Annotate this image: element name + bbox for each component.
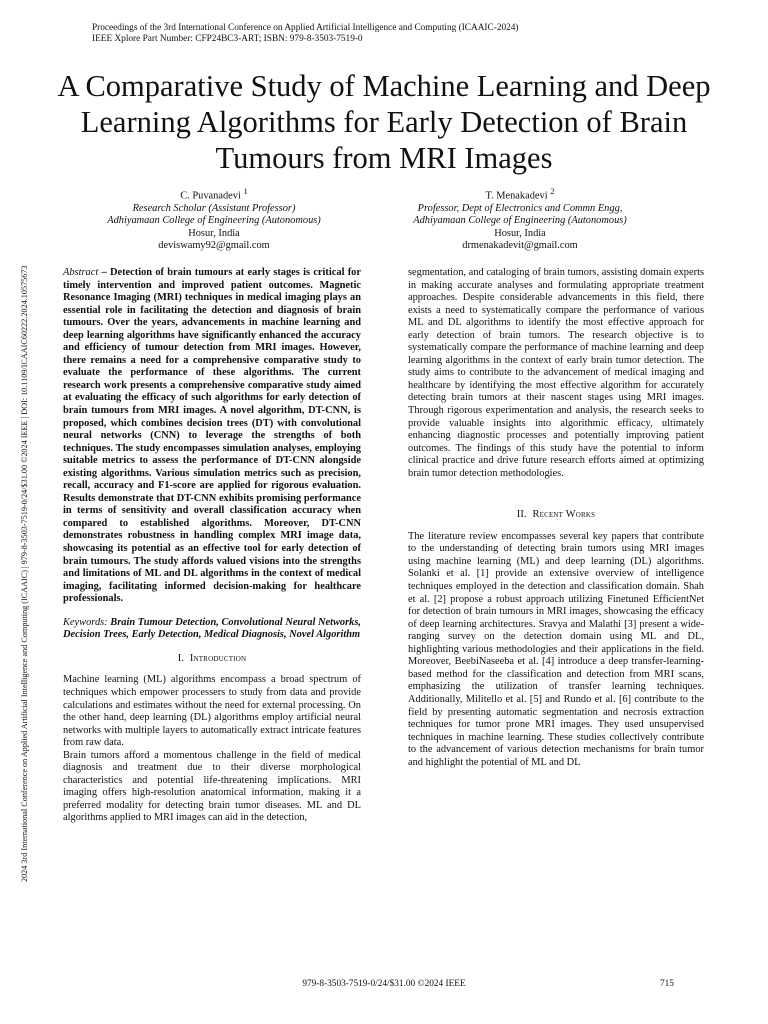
author-block-2 — [370, 185, 670, 253]
abstract-text: – Detection of brain tumours at early stages is critical for timely intervention and improved patient outcomes. Magnetic Resonance Imaging (MRI) techniques in medical imaging plays an essential role in facilitating the detection and diagnosis of brain tumours. Over the years, advancements in machine learning and deep learning algorithms have significantly enhanced the accuracy and efficiency of tumour detection from MRI images. However, there remains a need for a comprehensive comparative study to evaluate the performance of these algorithms. The current research work presents a comprehensive comparative study aimed at evaluating the efficacy of such algorithms for early detection of brain tumours from MRI images. A novel algorithm, DT-CNN, is proposed, which combines decision trees (DT) with convolutional neural networks (CNN) to leverage the strengths of both techniques. The study encompasses simulation analyses, employing suitable metrics to assess the performance of DT-CNN alongside existing algorithms. Various simulation metrics such as precision, recall, accuracy and F1-score are applied for rigorous evaluation. Results demonstrate that DT-CNN exhibits promising performance in terms of sensitivity and overall classification accuracy when compared to established algorithms. Moreover, DT-CNN demonstrates robustness in handling complex MRI image data, showcasing its potential as an effective tool for early detection of brain tumours. The study affords valued visions into the strengths and limitations of ML and DL algorithms in the context of medical imaging, facilitating informed decision-making for healthcare professionals. — [63, 267, 361, 605]
right-column — [408, 267, 704, 769]
author-email: drmenakadevit@gmail.com — [462, 240, 578, 252]
abstract — [63, 267, 361, 606]
author-location: Hosur, India — [188, 227, 240, 239]
author-role: Research Scholar (Assistant Professor) — [132, 202, 296, 214]
author-location: Hosur, India — [494, 227, 546, 239]
paper-title: A Comparative Study of Machine Learning and Deep Learning Algorithms for Early Detection of Brain Tumours from MRI Images — [57, 69, 711, 175]
recent-works-paragraph: The literature review encompasses several key papers that contribute to the understanding of detecting brain tumors using MRI images using machine learning (ML) and deep learning (DL) algorithms. Solanki et al. [1] provide an extensive overview of intelligence techniques employed in the detection and classification domain. Shah et al. [2] propose a robust approach utilizing Finetuned EfficientNet for detection of brain tumours in MRI images, showcasing the efficacy of deep learning architectures. Sravya and Malathi [3] present a wide-ranging survey on the detection domain using ML and DL, highlighting various methodologies and their applications in the field. Moreover, BeebiNaseeba et al. [4] introduce a deep transfer-learning-based method for the classification and detection from MRI scans, emphasizing the utilization of transfer learning techniques. Additionally, Militello et al. [5] and Rundo et al. [6] contribute to the field by presenting automatic segmentation and necrosis extraction techniques for tumor prone MRI images. They used unsupervised techniques in machine learning. These studies collectively contribute to the advancement of various detection mechanisms for brain tumor and highlight the potential of ML and DL — [408, 530, 704, 768]
section-heading-introduction: I. Introduction — [177, 652, 247, 664]
author-block-1 — [64, 185, 364, 253]
intro-paragraph-2: Brain tumors afford a momentous challenge in the field of medical diagnosis and treatment due to their diverse morphological characteristics and potential life-threatening implications. MRI imaging offers high-resolution anatomical information, making it a preferred modality for detecting brain tumor diseases. ML and DL algorithms applied to MRI images can aid in the detection, — [63, 749, 361, 824]
footer-copyright: 979-8-3503-7519-0/24/$31.00 ©2024 IEEE — [302, 979, 466, 989]
keywords — [63, 617, 361, 642]
section-heading-recent-works: II. Recent Works — [516, 509, 596, 521]
keywords-text: Brain Tumour Detection, Convolutional Neural Networks, Decision Trees, Early Detection, Medical Diagnosis, Novel Algorithm — [63, 616, 361, 641]
keywords-label: Keywords: — [63, 616, 108, 628]
author-name: T. Menakadevi $^2$ — [485, 186, 555, 202]
author-role: Professor, Dept of Electronics and Commn Engg, — [417, 202, 623, 214]
left-column — [63, 267, 361, 825]
author-institution: Adhiyamaan College of Engineering (Autonomous) — [413, 215, 627, 227]
author-email: deviswamy92@gmail.com — [158, 240, 270, 252]
intro-paragraph-1: Machine learning (ML) algorithms encompass a broad spectrum of techniques which empower processers to study from data and provide calculations and estimates without the need for external processing. On the other hand, deep learning (DL) algorithms employ artificial neural networks with multiple layers to automatically extract intricate features from raw data. — [63, 674, 361, 749]
page-number: 715 — [660, 979, 674, 989]
header-line-1: Proceedings of the 3rd International Conference on Applied Artificial Intelligence and Computing (ICAAIC-2024) — [92, 23, 519, 33]
intro-continued-paragraph: segmentation, and cataloging of brain tumors, assisting domain experts in making accurate analyses and formulating appropriate treatment approaches. Despite considerable advancements in this field, there exists a need to systematically compare the performance of various ML and DL algorithms to identify the most effective approach for early detection of brain tumors. The research objective is to systematically compare the performance of machine learning and deep learning algorithms in the context of early brain tumor detection. The study aims to contribute to the advancement of medical imaging and healthcare by identifying the most effective algorithm for accurately detecting brain tumors at their nascent stages using MRI images. Through rigorous experimentation and analysis, the research seeks to provide valuable insights into algorithmic efficacy, ultimately enhancing diagnostic processes and potentially improving patient outcomes. The findings of this study have the potential to inform clinical practice and drive future research efforts aimed at optimizing brain tumor detection methodologies. — [408, 267, 704, 479]
author-institution: Adhiyamaan College of Engineering (Autonomous) — [107, 215, 321, 227]
sidebar-text: 2024 3rd International Conference on Applied Artificial Intelligence and Computing (ICAAIC) | 979-8-3503-7519-0/24/$31.00 ©2024 IEEE | DOI: 10.1109/ICAAIC60222.2024.10575673 — [20, 265, 29, 882]
author-name: C. Puvanadevi $^1$ — [180, 186, 248, 202]
abstract-label: Abstract — [63, 267, 99, 278]
conference-header — [92, 23, 519, 45]
header-line-2: IEEE Xplore Part Number: CFP24BC3-ART; ISBN: 979-8-3503-7519-0 — [92, 34, 363, 44]
doi-sidebar — [20, 130, 34, 890]
